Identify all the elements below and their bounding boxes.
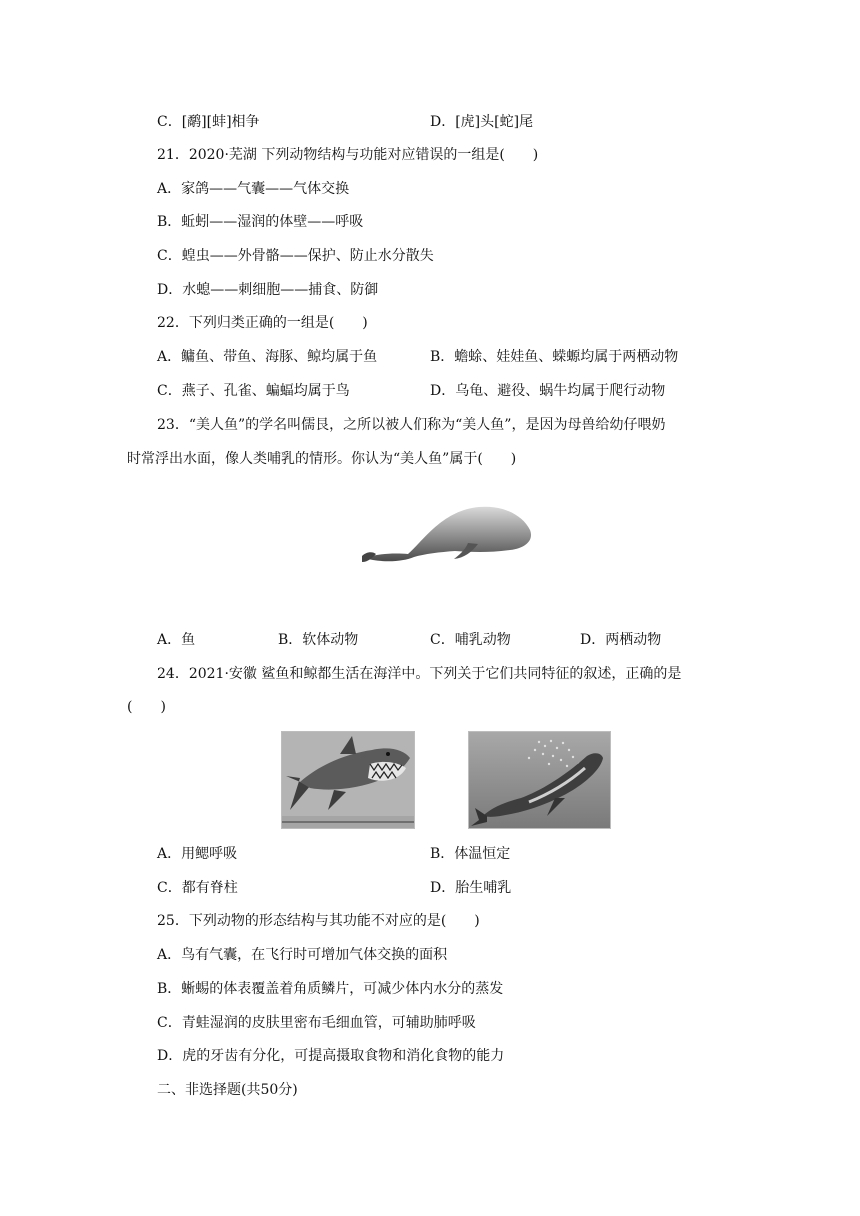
q22-stem: 22．下列归类正确的一组是( ) [157,315,368,331]
q20-option-d: D．[虎]头[蛇]尾 [430,114,534,130]
q21-option-c: C．蝗虫——外骨骼——保护、防止水分散失 [157,248,434,264]
q25-option-b: B．蜥蜴的体表覆盖着角质鳞片，可减少体内水分的蒸发 [157,981,504,997]
shark-image [281,731,415,829]
section-heading-non-choice: 二、非选择题(共50分) [157,1082,298,1098]
q20-option-c: C．[鹬][蚌]相争 [157,114,260,130]
q23-option-d: D．两栖动物 [580,632,662,648]
dugong-image [360,496,535,568]
whale-image [468,731,611,829]
q24-option-a: A．用鳃呼吸 [157,846,238,862]
q22-option-d: D．乌龟、避役、蜗牛均属于爬行动物 [430,383,666,399]
q21-stem: 21．2020·芜湖 下列动物结构与功能对应错误的一组是( ) [157,147,539,163]
q23-option-a: A．鱼 [157,632,196,648]
q21-option-b: B．蚯蚓——湿润的体壁——呼吸 [157,214,364,230]
q23-stem-line1: 23．“美人鱼”的学名叫儒艮，之所以被人们称为“美人鱼”，是因为母兽给幼仔喂奶 [157,417,666,433]
q24-option-d: D．胎生哺乳 [430,880,512,896]
q25-option-d: D．虎的牙齿有分化，可提高摄取食物和消化食物的能力 [157,1048,505,1064]
q25-stem: 25．下列动物的形态结构与其功能不对应的是( ) [157,913,480,929]
q21-option-a: A．家鸽——气囊——气体交换 [157,181,350,197]
q24-option-c: C．都有脊柱 [157,880,238,896]
q22-option-c: C．燕子、孔雀、蝙蝠均属于鸟 [157,383,350,399]
q23-stem-line2: 时常浮出水面，像人类哺乳的情形。你认为“美人鱼”属于( ) [127,451,517,467]
q22-option-a: A．鳙鱼、带鱼、海豚、鲸均属于鱼 [157,349,378,365]
q23-option-c: C．哺乳动物 [430,632,511,648]
q23-option-b: B．软体动物 [278,632,359,648]
q22-option-b: B．蟾蜍、娃娃鱼、蝾螈均属于两栖动物 [430,349,679,365]
q25-option-a: A．鸟有气囊，在飞行时可增加气体交换的面积 [157,947,448,963]
q25-option-c: C．青蛙湿润的皮肤里密布毛细血管，可辅助肺呼吸 [157,1015,476,1031]
q24-stem-line2: ( ) [127,699,166,715]
q24-stem-line1: 24．2021·安徽 鲨鱼和鲸都生活在海洋中。下列关于它们共同特征的叙述，正确的是 [157,666,682,682]
q21-option-d: D．水螅——刺细胞——捕食、防御 [157,282,379,298]
q24-option-b: B．体温恒定 [430,846,511,862]
